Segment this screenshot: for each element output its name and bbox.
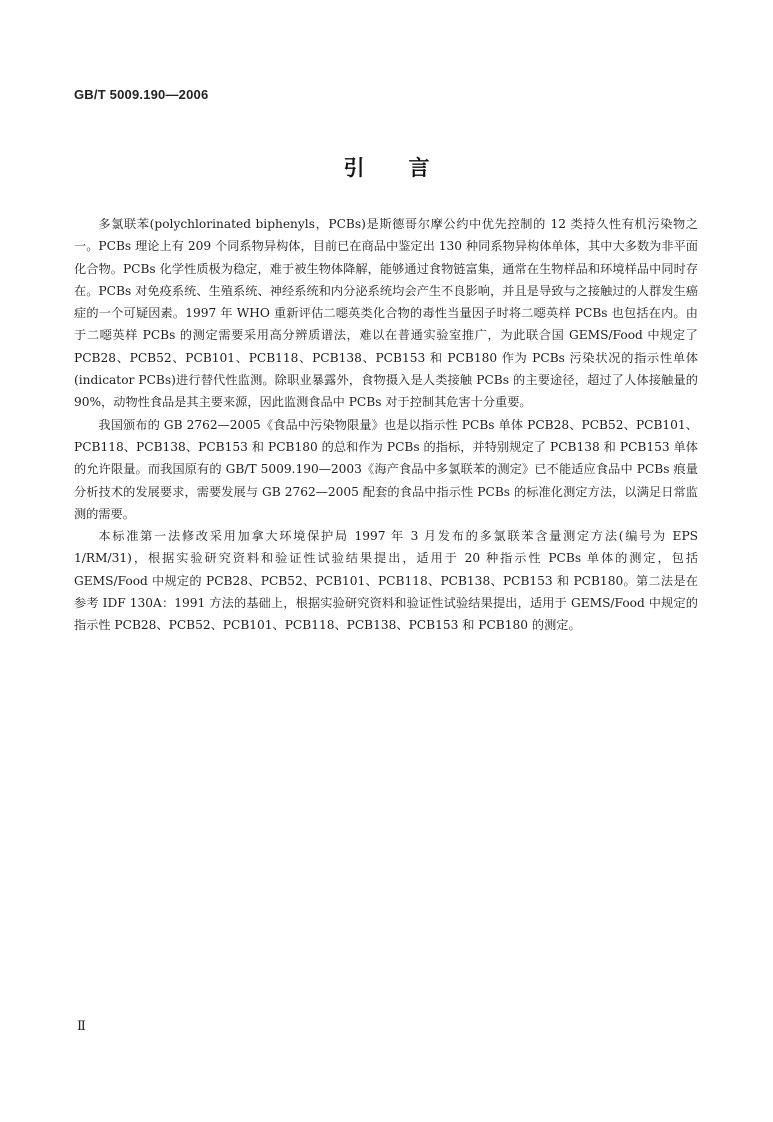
- paragraph-2: 我国颁布的 GB 2762—2005《食品中污染物限量》也是以指示性 PCBs 单体 PCB28、PCB52、PCB101、PCB118、PCB138、PCB153 和 PCB180 的总和作为 PCBs 的指标，并特别规定了 PCB138 和 PCB153 单体的允许限量。而我国原有的 GB/T 5009.190—2003《海产食品中多氯联苯的测定》已不能适应食品中 PCBs 痕量分析技术的发展要求，需要发展与 GB 2762—2005 配套的食品中指示性 PCBs 的标准化测定方法，以满足日常监测的需要。: [74, 417, 698, 521]
- paragraph-1: 多氯联苯(polychlorinated biphenyls，PCBs)是斯德哥尔摩公约中优先控制的 12 类持久性有机污染物之一。PCBs 理论上有 209 个同系物异构体，目前已在商品中鉴定出 130 种同系物异构体单体，其中大多数为非平面化合物。PCBs 化学性质极为稳定，难于被生物体降解，能够通过食物链富集，通常在生物样品和环境样品中同时存在。PCBs 对免疫系统、生殖系统、神经系统和内分泌系统均会产生不良影响，并且是导致与之接触过的人群发生癌症的一个可疑因素。1997 年 WHO 重新评估二噁英类化合物的毒性当量因子时将二噁英样 PCBs 也包括在内。由于二噁英样 PCBs 的测定需要采用高分辨质谱法，难以在普通实验室推广，为此联合国 GEMS/Food 中规定了 PCB28、PCB52、PCB101、PCB118、PCB138、PCB153 和 PCB180 作为 PCBs 污染状况的指示性单体(indicator PCBs)进行替代性监测。除职业暴露外，食物摄入是人类接触 PCBs 的主要途径，超过了人体接触量的 90%，动物性食品是其主要来源，因此监测食品中 PCBs 对于控制其危害十分重要。: [74, 217, 698, 410]
- page-number: Ⅱ: [77, 1019, 86, 1034]
- paragraph-3: 本标准第一法修改采用加拿大环境保护局 1997 年 3 月发布的多氯联苯含量测定方法(编号为 EPS 1/RM/31)，根据实验研究资料和验证性试验结果提出，适用于 20 种指示性 PCBs 单体的测定，包括 GEMS/Food 中规定的 PCB28、PCB52、PCB101、PCB118、PCB138、PCB153 和 PCB180。第二法是在参考 IDF 130A：1991 方法的基础上，根据实验研究资料和验证性试验结果提出，适用于 GEMS/Food 中规定的指示性 PCB28、PCB52、PCB101、PCB118、PCB138、PCB153 和 PCB180 的测定。: [74, 529, 698, 633]
- page-title: 引言: [343, 156, 474, 180]
- body-text: [74, 213, 698, 637]
- standard-number: GB/T 5009.190—2006: [74, 87, 209, 102]
